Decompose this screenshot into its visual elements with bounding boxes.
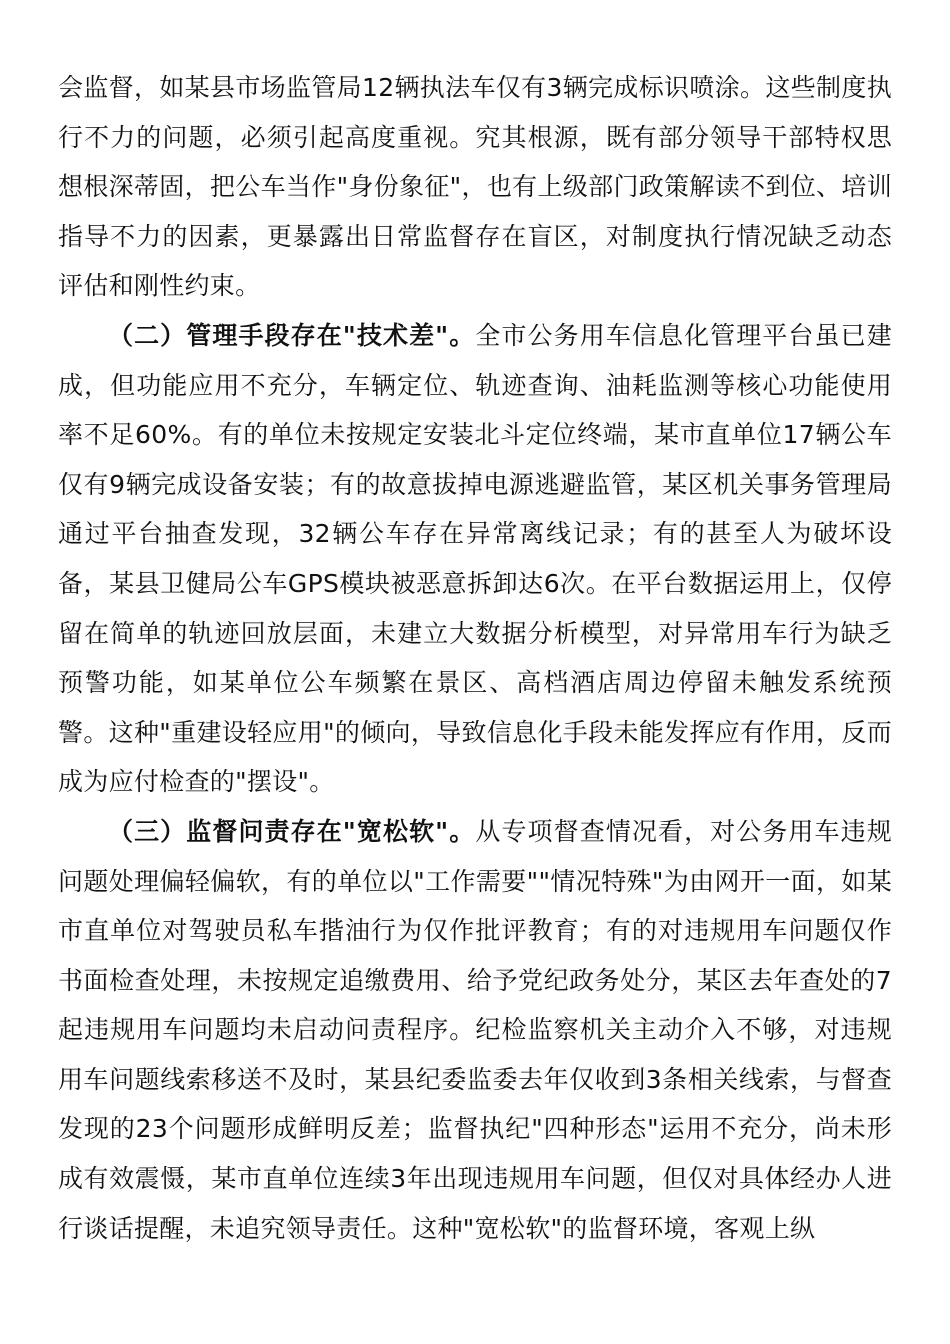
paragraph-text: 会监督，如某县市场监管局12辆执法车仅有3辆完成标识喷涂。这些制度执行不力的问题，必须引起高度重视。究其根源，既有部分领导干部特权思想根深蒂固，把公车当作"身份象征"，也有上级部门政策解读不到位、培训指导不力的因素，更暴露出日常监督存在盲区，对制度执行情况缺乏动态评估和刚性约束。	[58, 73, 892, 301]
paragraph-text: 全市公务用车信息化管理平台虽已建成，但功能应用不充分，车辆定位、轨迹查询、油耗监测等核心功能使用率不足60%。有的单位未按规定安装北斗定位终端，某市直单位17辆公车仅有9辆完成设备安装；有的故意拔掉电源逃避监管，某区机关事务管理局通过平台抽查发现，32辆公车存在异常离线记录；有的甚至人为破坏设备，某县卫健局公车GPS模块被恶意拆卸达6次。在平台数据运用上，仅停留在简单的轨迹回放层面，未建立大数据分析模型，对异常用车行为缺乏预警功能，如某单位公车频繁在景区、高档酒店周边停留未触发系统预警。这种"重建设轻应用"的倾向，导致信息化手段未能发挥应有作用，反而成为应付检查的"摆设"。	[58, 320, 892, 797]
section-heading: （三）监督问责存在"宽松软"。	[108, 816, 476, 846]
body-text	[58, 63, 892, 1253]
paragraph-management-means	[58, 311, 892, 807]
paragraph-supervision-accountability	[58, 807, 892, 1253]
paragraph-text: 从专项督查情况看，对公务用车违规问题处理偏轻偏软，有的单位以"工作需要""情况特殊"为由网开一面，如某市直单位对驾驶员私车揩油行为仅作批评教育；有的对违规用车问题仅作书面检查处理，未按规定追缴费用、给予党纪政务处分，某区去年查处的7起违规用车问题均未启动问责程序。纪检监察机关主动介入不够，对违规用车问题线索移送不及时，某县纪委监委去年仅收到3条相关线索，与督查发现的23个问题形成鲜明反差；监督执纪"四种形态"运用不充分，尚未形成有效震慑，某市直单位连续3年出现违规用车问题，但仅对具体经办人进行谈话提醒，未追究领导责任。这种"宽松软"的监督环境，客观上纵	[58, 816, 892, 1243]
section-heading: （二）管理手段存在"技术差"。	[108, 320, 476, 350]
paragraph-continuation	[58, 63, 892, 311]
